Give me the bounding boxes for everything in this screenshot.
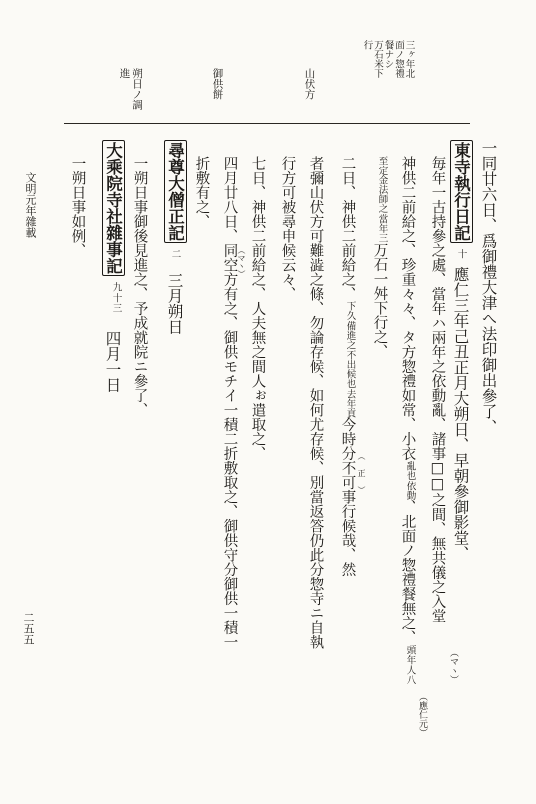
line-9: 七日、神供二前給之、人夫無之間人ぉ遣取之、 xyxy=(249,156,266,461)
inline-note-binshin: 備進之 下久 xyxy=(344,301,356,350)
inline-note-hachinin: 八 人 xyxy=(404,664,416,685)
line-3-note-onin: （應仁元） xyxy=(417,692,427,737)
line-12 xyxy=(166,140,183,335)
upper-note-1-line: 行 xyxy=(361,40,373,50)
line-10: 四月廿八日、同空方有之、御供モチイ一積二折敷取之、御供守分御供一積一 xyxy=(221,156,238,649)
line-3-note-mama: （マヽ） xyxy=(448,648,458,684)
volume-mark: 二 xyxy=(169,249,181,259)
upper-note-1-line: 餐ナシ xyxy=(382,40,394,69)
upper-note-4 xyxy=(119,68,142,110)
volume-mark-39: 三 十 九 xyxy=(110,282,122,313)
line-14-text: 四月一日 xyxy=(103,330,122,393)
line-3 xyxy=(430,156,445,623)
upper-note-4-line: 進 xyxy=(118,68,131,79)
line-4-text-a: 神供二前給之、珍重々々、タ方惣禮如常、小衣 xyxy=(399,156,416,461)
line-10-note-mama: （マヽ） xyxy=(237,246,246,278)
upper-note-1 xyxy=(362,40,414,78)
inline-note-block: 當年三 金法師之 xyxy=(376,175,388,243)
line-1: 一同廿六日、爲御禮大津へ法印御出參了、 xyxy=(479,140,498,435)
line-2 xyxy=(452,140,469,561)
head-rule xyxy=(64,123,470,124)
inline-note-dōran: 依動 亂也 xyxy=(404,460,416,500)
upper-note-1-line: 万石米下 xyxy=(372,40,383,78)
line-6-text-b: 今時分不可事行候哉、然 xyxy=(339,417,356,577)
source-title-jinson: 尋尊大僧正記 xyxy=(165,142,185,241)
inline-note-nengu: 去年貢 不出候也 xyxy=(344,349,356,417)
upper-note-1-line: 三ヶ年北 xyxy=(403,40,415,78)
upper-note-3: 御供餅 xyxy=(211,68,224,100)
source-title-daijoin: 大乘院寺社雜事記 xyxy=(103,142,123,274)
line-7: 者彌山伏方可難澁之條、勿論存候、如何尤存候、別當返答仍此分惣寺ニ自執 xyxy=(307,156,324,649)
line-5-text: 万石一舛下行之、 xyxy=(371,242,388,359)
line-6-note-sei: （ 正 ） xyxy=(357,452,366,494)
line-13: 一朔日事御後見進之、予成就院ニ參了、 xyxy=(131,156,148,417)
line-4-text-b: 、北面ノ惣禮餐無之、 xyxy=(399,499,416,645)
line-5 xyxy=(372,156,387,359)
page-number: 二五五 xyxy=(22,612,35,645)
line-4 xyxy=(400,156,415,685)
upper-note-1-line: 面ノ惣禮 xyxy=(393,40,404,78)
inline-note-jōkin: 至定 xyxy=(376,156,388,175)
line-12-text: 三月朔日 xyxy=(165,272,184,335)
line-11: 折敷有之、 xyxy=(193,156,210,229)
line-8: 行方可被尋申候云々、 xyxy=(279,156,296,301)
running-head: 文明元年雜載 xyxy=(24,172,37,238)
line-2-text: 應仁三年己丑正月大朔日、早朝參御影堂、 xyxy=(451,266,470,561)
upper-note-2: 山伏方 xyxy=(303,68,316,100)
upper-note-4-line: 朔日ノ調 xyxy=(131,68,143,110)
inline-note-nento: 年 頭 xyxy=(404,644,416,665)
line-6 xyxy=(340,156,355,577)
line-6-text-a: 二日、神供二前給之、 xyxy=(339,156,356,301)
line-3-text: 毎年一古持參之處、當年ハ兩年之依動亂、諸事□□之間、無共儀之入堂 xyxy=(429,156,446,623)
line-15: 一朔日事如例、 xyxy=(69,156,86,258)
source-title-toji: 東寺執行日記 xyxy=(451,142,471,241)
line-14 xyxy=(104,140,121,393)
volume-mark: 十 xyxy=(455,249,467,259)
